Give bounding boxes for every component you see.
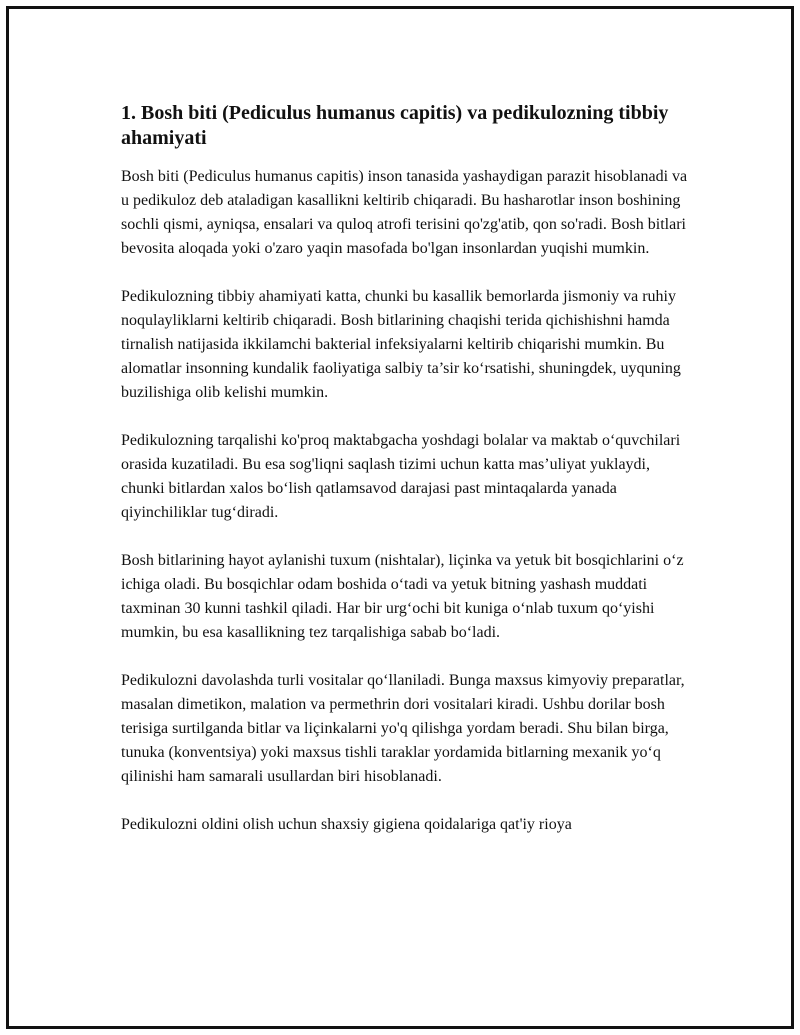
paragraph-6: Pedikulozni oldini olish uchun shaxsiy gigiena qoidalariga qat'iy rioya bbox=[121, 816, 572, 833]
document-body bbox=[121, 101, 696, 861]
section-heading: 1. Bosh biti (Pediculus humanus capitis) va pedikulozning tibbiy ahamiyati bbox=[121, 102, 669, 149]
paragraph-3: Pedikulozning tarqalishi ko'proq maktabgacha yoshdagi bolalar va maktab o‘quvchilari orasida kuzatiladi. Bu esa sog'liqni saqlash tizimi uchun katta mas’uliyat yuklaydi, chunki bitlardan xalos bo‘lish qatlamsavod darajasi past mintaqalarda yanada qiyinchiliklar tug‘diradi. bbox=[121, 432, 681, 521]
paragraph-2: Pedikulozning tibbiy ahamiyati katta, chunki bu kasallik bemorlarda jismoniy va ruhiy noqulayliklarni keltirib chiqaradi. Bosh bitlarining chaqishi terida qichishishni hamda tirnalish natijasida ikkilamchi bakterial infeksiyalarni keltirib chiqarishi mumkin. Bu alomatlar insonning kundalik faoliyatiga salbiy ta’sir ko‘rsatishi, shuningdek, uyquning buzilishiga olib kelishi mumkin. bbox=[121, 288, 681, 401]
paragraph-1: Bosh biti (Pediculus humanus capitis) inson tanasida yashaydigan parazit hisoblanadi va u pedikuloz deb ataladigan kasallikni keltirib chiqaradi. Bu hasharotlar inson boshining sochli qismi, ayniqsa, ensalari va quloq atrofi terisini qo'zg'atib, qon so'radi. Bosh bitlari bevosita aloqada yoki o'zaro yaqin masofada bo'lgan insonlardan yuqishi mumkin. bbox=[121, 168, 688, 257]
page-border bbox=[6, 6, 794, 1029]
paragraph-4: Bosh bitlarining hayot aylanishi tuxum (nishtalar), liçinka va yetuk bit bosqichlarini o‘z ichiga oladi. Bu bosqichlar odam boshida o‘tadi va yetuk bitning yashash muddati taxminan 30 kunni tashkil qiladi. Har bir urg‘ochi bit kuniga o‘nlab tuxum qo‘yishi mumkin, bu esa kasallikning tez tarqalishiga sabab bo‘ladi. bbox=[121, 552, 684, 641]
paragraph-5: Pedikulozni davolashda turli vositalar qo‘llaniladi. Bunga maxsus kimyoviy preparatlar, masalan dimetikon, malation va permethrin dori vositalari kiradi. Ushbu dorilar bosh terisiga surtilganda bitlar va liçinkalarni yo'q qilishga yordam beradi. Shu bilan birga, tunuka (konventsiya) yoki maxsus tishli taraklar yordamida bitlarning mexanik yo‘q qilinishi ham samarali usullardan biri hisoblanadi. bbox=[121, 672, 685, 785]
